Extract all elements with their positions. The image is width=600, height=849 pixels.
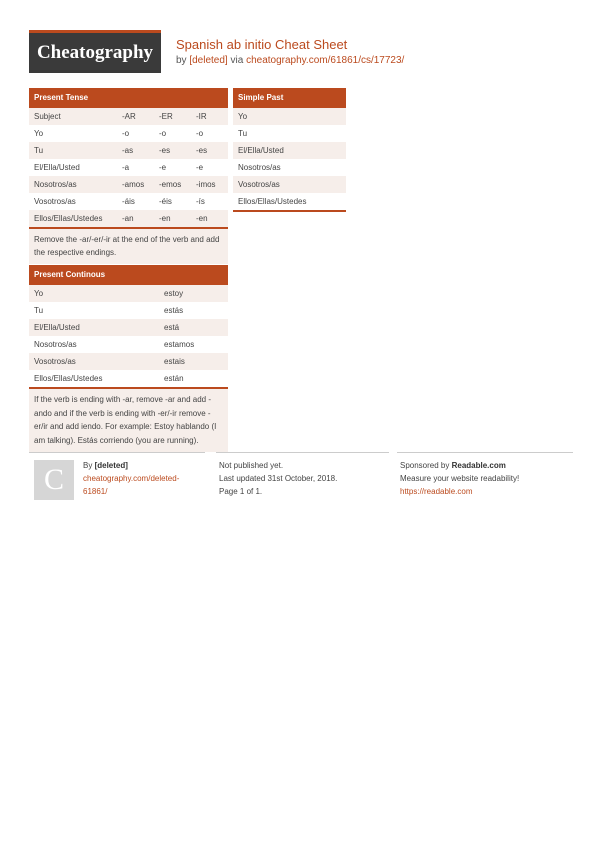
present-continous-row-cell: estais — [159, 353, 228, 370]
footer — [29, 452, 570, 512]
present-tense-row — [29, 210, 228, 227]
present-tense-note: Remove the -ar/-er/-ir at the end of the verb and add the respective endings. — [29, 227, 228, 264]
present-continous-table — [29, 285, 228, 387]
simple-past-row-cell: Vosotros/as — [233, 176, 346, 193]
cheatography-logo[interactable] — [29, 30, 161, 73]
simple-past-row — [233, 176, 346, 193]
present-tense-row-cell: Nosotros/as — [29, 176, 117, 193]
present-continous-box — [29, 265, 228, 452]
present-tense-row-cell: -o — [122, 129, 130, 138]
present-tense-row-cell: -áis — [122, 197, 135, 206]
present-continous-row-cell: El/Ella/Usted — [29, 319, 159, 336]
present-continous-row — [29, 302, 228, 319]
present-continous-row-cell: Ellos/Ellas/Ustedes — [34, 374, 103, 383]
sheet-url-link[interactable]: cheatography.com/61861/cs/17723/ — [246, 55, 405, 66]
footer-by-label: By — [83, 461, 93, 470]
present-tense-box — [29, 88, 228, 264]
simple-past-row — [233, 108, 346, 125]
present-continous-row — [29, 285, 228, 302]
present-continous-row-cell: Nosotros/as — [34, 340, 77, 349]
footer-page: Page 1 of 1. — [219, 487, 263, 496]
present-tense-row-cell: Vosotros/as — [34, 197, 76, 206]
present-tense-row — [29, 142, 228, 159]
footer-author-link-1[interactable]: cheatography.com/deleted- — [83, 474, 180, 483]
present-tense-row-cell: Tu — [29, 142, 117, 159]
footer-updated: Last updated 31st October, 2018. — [219, 474, 338, 483]
present-tense-row-cell: -emos — [154, 176, 191, 193]
footer-info-col — [216, 452, 389, 498]
footer-published: Not published yet. — [219, 461, 284, 470]
present-tense-row-cell: -ER — [154, 108, 191, 125]
present-tense-row — [29, 176, 228, 193]
present-tense-row-cell: Ellos/Ellas/Ustedes — [29, 210, 117, 227]
present-continous-row-cell: Yo — [29, 285, 159, 302]
present-continous-row-cell: Tu — [34, 306, 44, 315]
present-tense-row-cell: -AR — [117, 108, 154, 125]
simple-past-row-cell: El/Ella/Usted — [233, 142, 346, 159]
present-continous-row-cell: están — [164, 374, 184, 383]
present-continous-row-cell: estás — [164, 306, 184, 315]
simple-past-row-cell: Nosotros/as — [238, 163, 281, 172]
present-tense-row — [29, 193, 228, 210]
present-tense-row-cell: -as — [117, 142, 154, 159]
present-tense-row-cell: -éis — [159, 197, 172, 206]
present-continous-note: If the verb is ending with -ar, remove -ar and add -ando and if the verb is ending with -er/-ir remove -er/ir and add iendo. For example: Estoy hablando (I am talking). Estás corriendo (you are running). — [29, 387, 228, 452]
simple-past-title: Simple Past — [233, 88, 346, 108]
simple-past-box — [233, 88, 346, 212]
footer-sponsor-tagline: Measure your website readability! — [400, 474, 520, 483]
subtitle — [176, 55, 404, 66]
present-continous-title: Present Continous — [29, 265, 228, 285]
footer-author-col — [29, 452, 205, 498]
present-continous-row-cell: está — [159, 319, 228, 336]
simple-past-row-cell: Tu — [238, 129, 248, 138]
simple-past-row — [233, 142, 346, 159]
present-tense-row-cell: -an — [117, 210, 154, 227]
present-tense-row-cell: -ís — [196, 197, 205, 206]
present-continous-row — [29, 336, 228, 353]
present-tense-row-cell: -amos — [117, 176, 154, 193]
footer-author-link-2[interactable]: 61861/ — [83, 487, 108, 496]
present-tense-row-cell: El/Ella/Usted — [34, 163, 80, 172]
footer-sponsor-link[interactable]: https://readable.com — [400, 487, 473, 496]
simple-past-row — [233, 125, 346, 142]
present-tense-row-cell: -o — [159, 129, 167, 138]
present-tense-row-cell: -imos — [191, 176, 228, 193]
present-continous-row-cell: estamos — [164, 340, 195, 349]
present-continous-row — [29, 353, 228, 370]
present-tense-row — [29, 108, 228, 125]
present-tense-row-cell: -en — [154, 210, 191, 227]
simple-past-table — [233, 108, 346, 210]
present-continous-row-cell: Vosotros/as — [29, 353, 159, 370]
simple-past-row — [233, 159, 346, 176]
present-tense-row-cell: -en — [191, 210, 228, 227]
footer-sponsor-name: Readable.com — [451, 461, 506, 470]
present-tense-row-cell: Subject — [29, 108, 117, 125]
present-tense-table — [29, 108, 228, 227]
footer-sponsor-label: Sponsored by — [400, 461, 450, 470]
present-tense-row-cell: -es — [154, 142, 191, 159]
present-continous-row-cell: estoy — [159, 285, 228, 302]
by-prefix: by — [176, 55, 187, 66]
present-tense-row-cell: -es — [191, 142, 228, 159]
present-tense-row — [29, 125, 228, 142]
present-tense-row — [29, 159, 228, 176]
present-tense-row-cell: -o — [196, 129, 204, 138]
present-tense-row-cell: -e — [196, 163, 204, 172]
present-tense-row-cell: -e — [159, 163, 167, 172]
present-tense-title: Present Tense — [29, 88, 228, 108]
present-tense-row-cell: -a — [122, 163, 130, 172]
simple-past-row-cell: Yo — [233, 108, 346, 125]
footer-author: [deleted] — [94, 461, 128, 470]
author-link[interactable]: [deleted] — [189, 55, 228, 66]
present-continous-row — [29, 370, 228, 387]
logo-text: Cheatography — [36, 42, 154, 63]
via-text: via — [230, 55, 244, 66]
simple-past-row-cell: Ellos/Ellas/Ustedes — [238, 197, 307, 206]
page-title: Spanish ab initio Cheat Sheet — [176, 37, 348, 52]
present-tense-row-cell: -IR — [191, 108, 228, 125]
present-tense-row-cell: Yo — [34, 129, 44, 138]
present-continous-row — [29, 319, 228, 336]
footer-sponsor-col — [397, 452, 573, 498]
author-avatar: C — [34, 460, 74, 500]
simple-past-row — [233, 193, 346, 210]
